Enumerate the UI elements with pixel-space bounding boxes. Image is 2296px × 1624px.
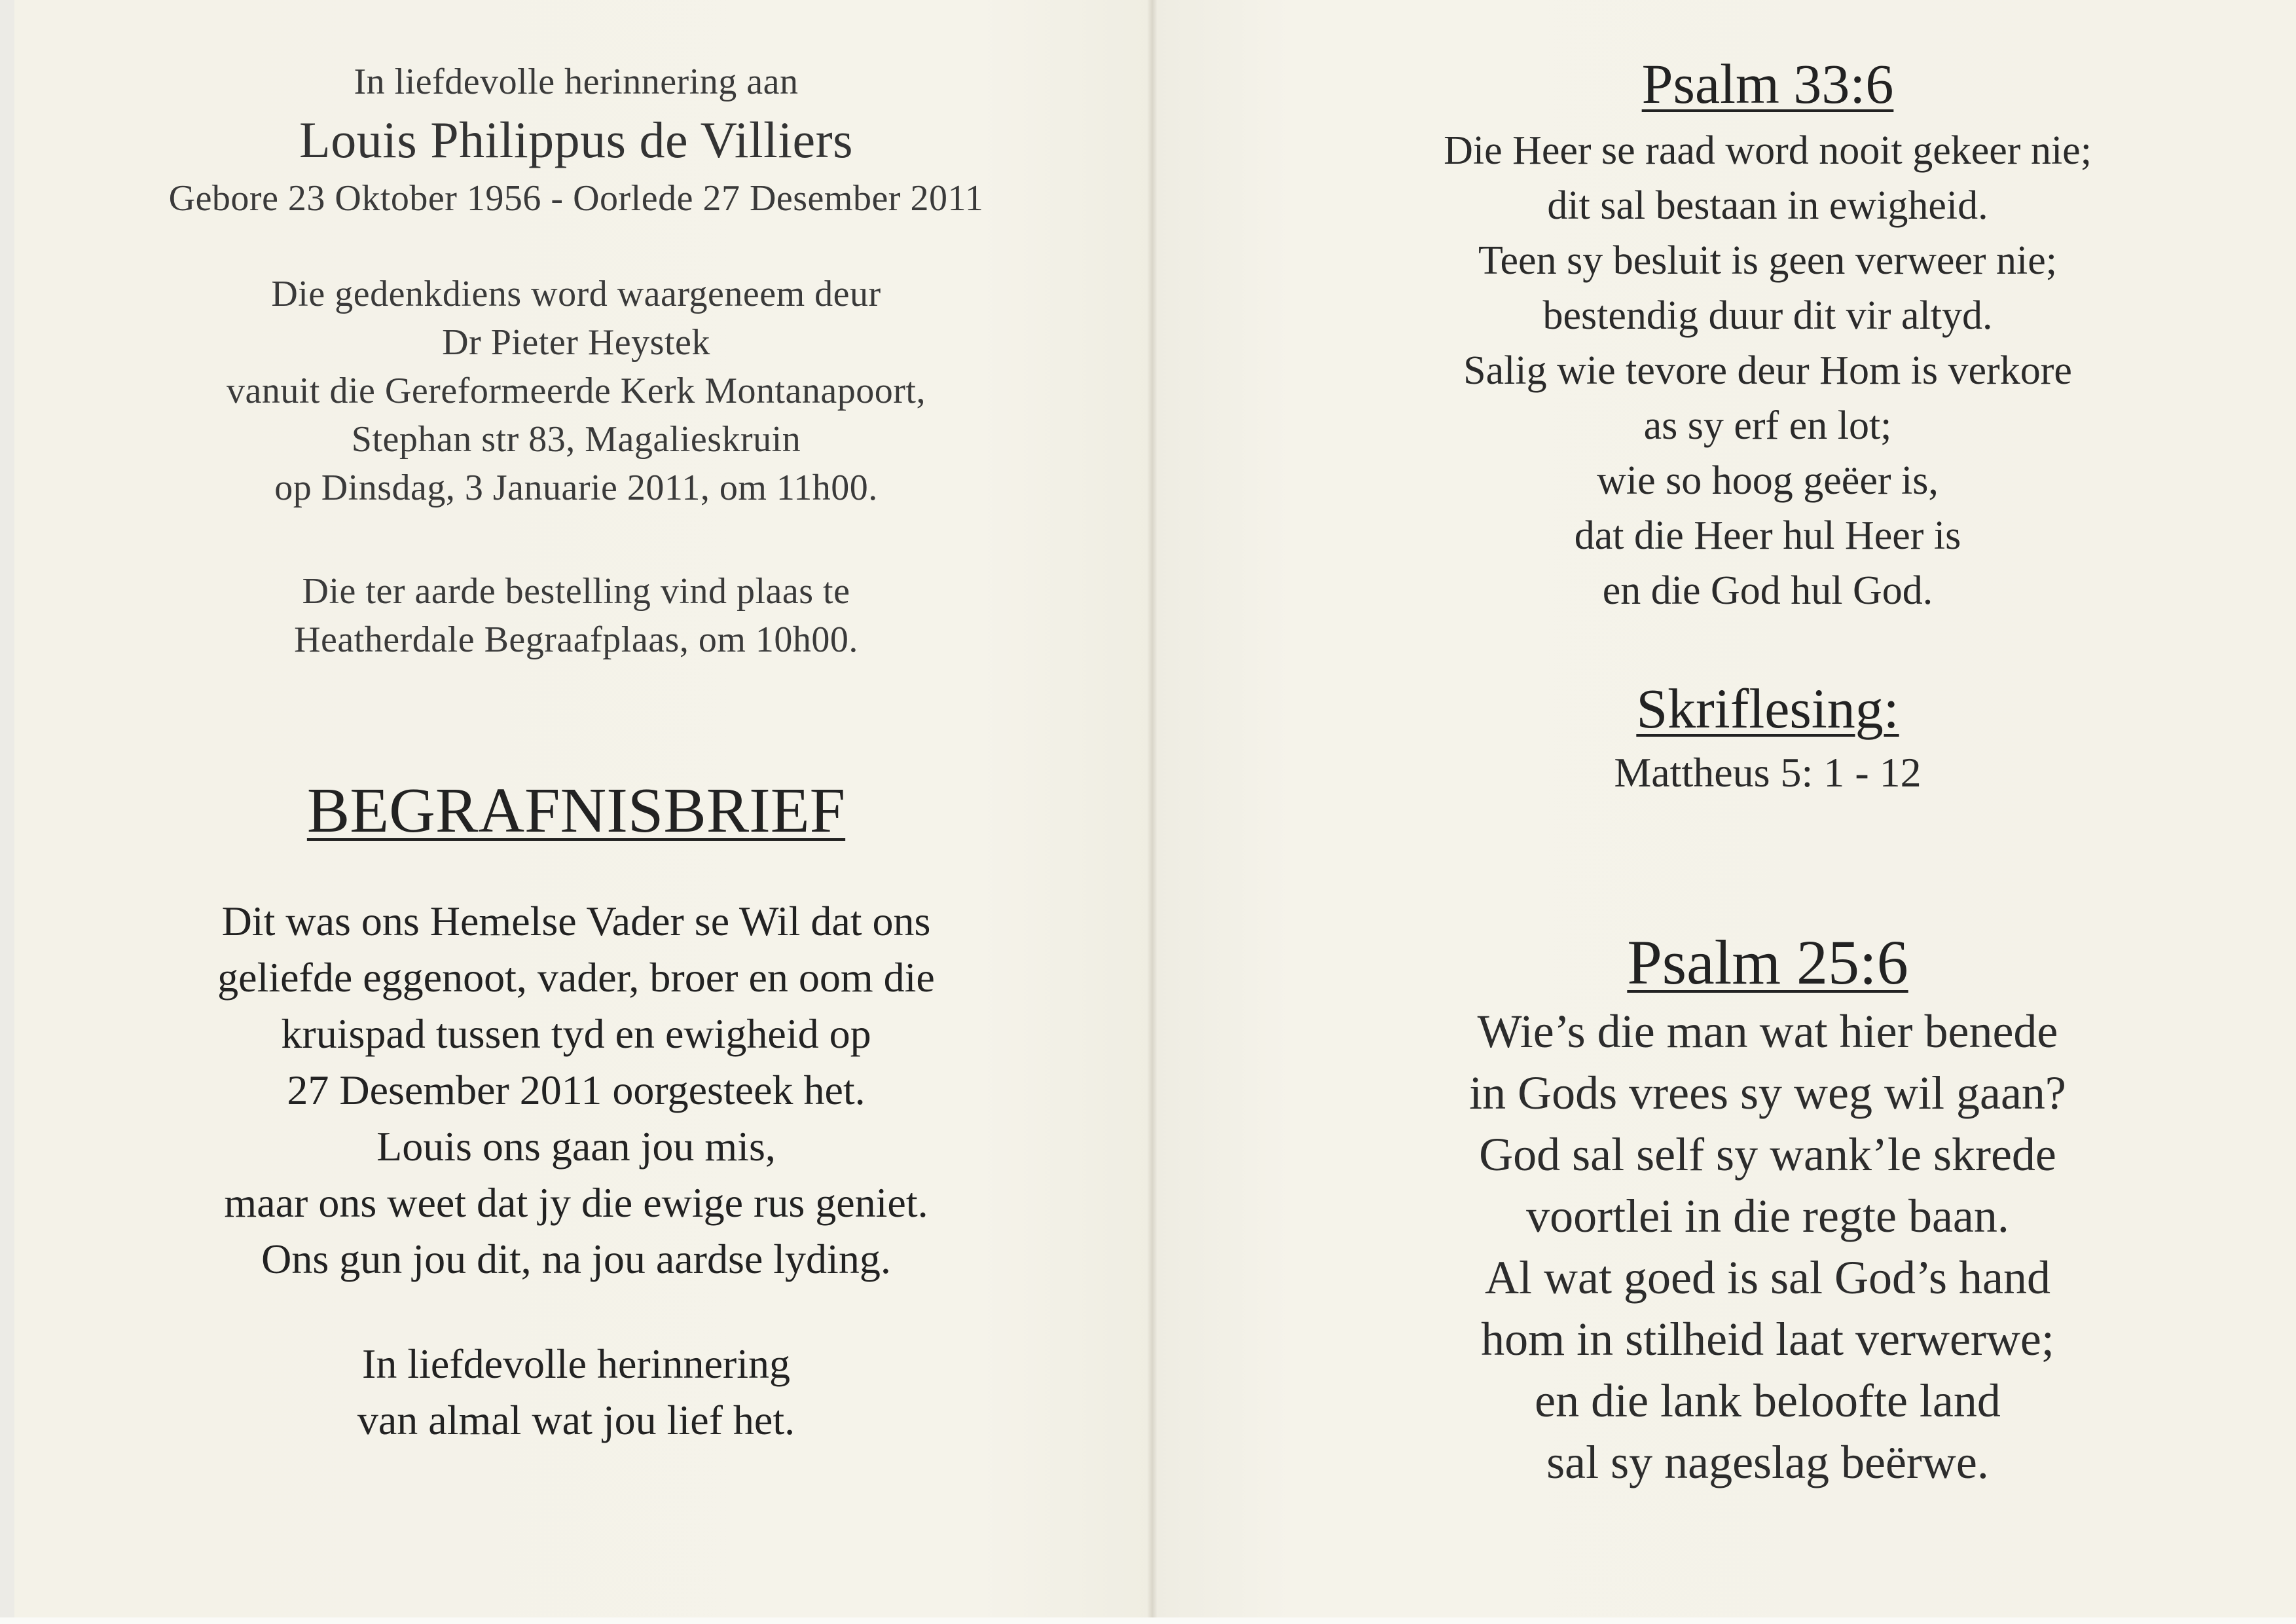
service-line: op Dinsdag, 3 Januarie 2011, om 11h00.	[274, 468, 878, 508]
funeral-message	[52, 893, 1100, 1287]
psalm-line: Salig wie tevore deur Hom is verkore	[1463, 348, 2072, 393]
scripture-reading-heading: Skriflesing:	[1636, 677, 1899, 740]
psalm-25-heading: Psalm 25:6	[1627, 927, 1908, 997]
closing-line: In liefdevolle herinnering	[362, 1340, 790, 1387]
burial-line: Heatherdale Begraafplaas, om 10h00.	[294, 619, 858, 660]
psalm-line: in Gods vrees sy weg wil gaan?	[1469, 1067, 2066, 1119]
psalm-line: God sal self sy wank’le skrede	[1479, 1128, 2056, 1181]
closing-dedication	[52, 1336, 1100, 1449]
scripture-reference	[1290, 745, 2246, 800]
page-title: BEGRAFNISBRIEF	[306, 775, 846, 846]
psalm-line: Die Heer se raad word nooit gekeer nie;	[1444, 128, 2092, 173]
psalm-25-text	[1290, 1001, 2246, 1493]
life-dates: Gebore 23 Oktober 1956 - Oorlede 27 Desember 2011	[168, 178, 984, 219]
psalm-line: bestendig duur dit vir altyd.	[1542, 293, 1993, 338]
psalm-line: hom in stilheid laat verwerwe;	[1481, 1313, 2054, 1365]
memorial-header	[52, 58, 1100, 223]
burial-line: Die ter aarde bestelling vind plaas te	[302, 571, 850, 612]
burial-details	[52, 567, 1100, 664]
psalm-33-heading: Psalm 33:6	[1641, 52, 1894, 115]
scan-edge	[0, 0, 14, 1624]
psalm-line: sal sy nageslag beërwe.	[1546, 1436, 1989, 1488]
psalm-line: Wie’s die man wat hier benede	[1477, 1005, 2058, 1058]
psalm-line: en die God hul God.	[1602, 568, 1933, 613]
message-line: maar ons weet dat jy die ewige rus geniet.	[224, 1179, 928, 1226]
psalm-line: dit sal bestaan in ewigheid.	[1547, 183, 1988, 228]
service-line: Die gedenkdiens word waargeneem deur	[271, 274, 881, 314]
service-line: vanuit die Gereformeerde Kerk Montanapoort,	[227, 371, 926, 411]
message-line: kruispad tussen tyd en ewigheid op	[281, 1010, 871, 1057]
page-fold	[1147, 0, 1157, 1624]
psalm-line: en die lank beloofte land	[1535, 1375, 2001, 1427]
message-line: Ons gun jou dit, na jou aardse lyding.	[261, 1236, 891, 1282]
scan-bottom-edge	[0, 1617, 2296, 1624]
service-line: Dr Pieter Heystek	[442, 322, 710, 363]
deceased-name: Louis Philippus de Villiers	[299, 111, 853, 168]
psalm-line: dat die Heer hul Heer is	[1574, 513, 1961, 558]
intro-line: In liefdevolle herinnering aan	[354, 62, 799, 102]
service-line: Stephan str 83, Magalieskruin	[351, 419, 801, 460]
reading-reference: Mattheus 5: 1 - 12	[1614, 749, 1922, 796]
psalm-line: Al wat goed is sal God’s hand	[1485, 1251, 2050, 1304]
psalm-line: Teen sy besluit is geen verweer nie;	[1478, 238, 2057, 283]
psalm-33-text	[1290, 123, 2246, 618]
closing-line: van almal wat jou lief het.	[357, 1397, 795, 1443]
message-line: Dit was ons Hemelse Vader se Wil dat ons	[221, 898, 931, 944]
message-line: 27 Desember 2011 oorgesteek het.	[287, 1067, 866, 1113]
message-line: geliefde eggenoot, vader, broer en oom die	[217, 954, 935, 1001]
psalm-line: as sy erf en lot;	[1643, 403, 1892, 448]
message-line: Louis ons gaan jou mis,	[376, 1123, 776, 1170]
psalm-line: wie so hoog geëer is,	[1597, 458, 1939, 503]
service-details	[52, 270, 1100, 512]
psalm-line: voortlei in die regte baan.	[1526, 1190, 2009, 1242]
